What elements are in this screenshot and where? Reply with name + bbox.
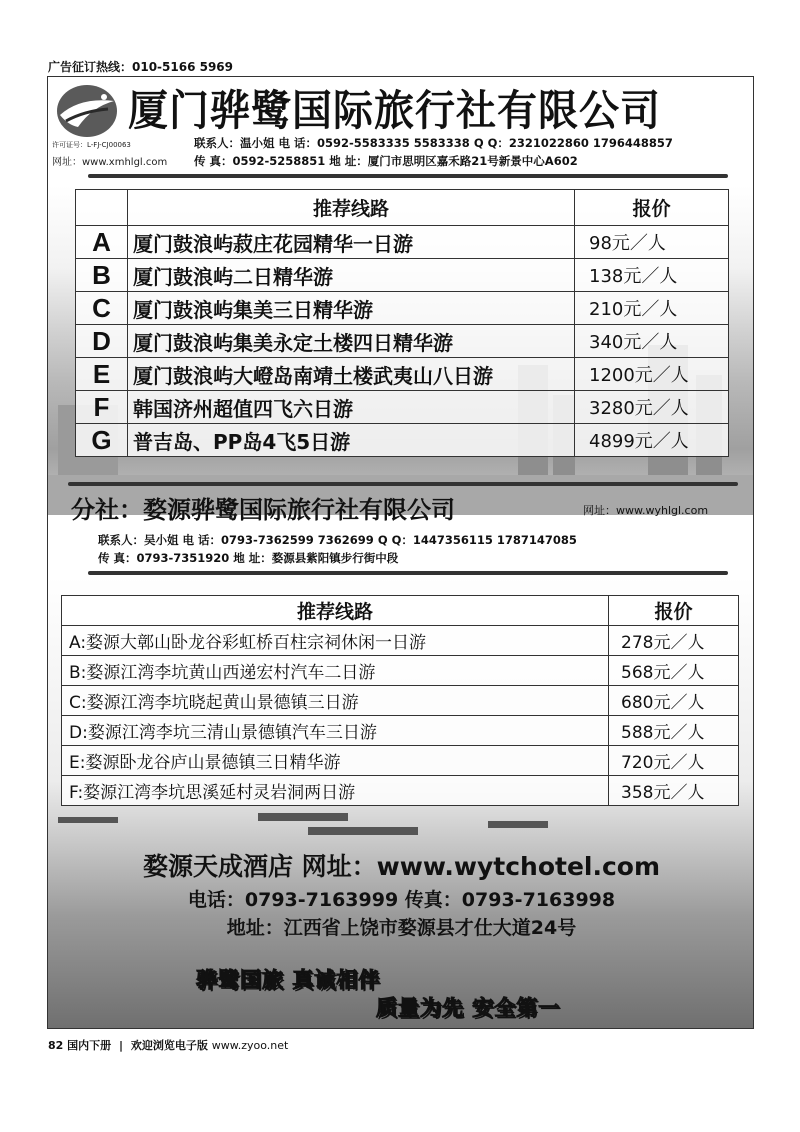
price-header: 报价 <box>575 190 729 226</box>
table-row <box>62 776 739 806</box>
route-letter: F <box>76 391 128 424</box>
route-name: D:婺源江湾李坑三清山景德镇汽车三日游 <box>62 716 609 746</box>
route-price: 720元／人 <box>609 746 739 776</box>
route-price: 98元／人 <box>575 226 729 259</box>
price-header: 报价 <box>609 596 739 626</box>
table-header-row <box>76 190 729 226</box>
table-row <box>62 746 739 776</box>
table-row <box>76 325 729 358</box>
divider <box>88 571 728 575</box>
section-name: 国内下册 <box>67 1039 112 1052</box>
route-name: 韩国济州超值四飞六日游 <box>128 391 575 424</box>
company-website[interactable]: 网址：www.xmhlgl.com <box>52 157 168 168</box>
route-price: 568元／人 <box>609 656 739 686</box>
company-name: 厦门骅鹭国际旅行社有限公司 <box>128 87 661 136</box>
branch-address-line: 传 真：0793-7351920 地 址：婺源县紫阳镇步行街中段 <box>98 551 399 565</box>
table-row <box>76 424 729 457</box>
table-row <box>62 656 739 686</box>
route-letter: B <box>76 259 128 292</box>
hotel-address: 地址：江西省上饶市婺源县才仕大道24号 <box>226 917 577 939</box>
table-row <box>76 226 729 259</box>
route-name: 厦门鼓浪屿菽庄花园精华一日游 <box>128 226 575 259</box>
company-address-line: 传 真：0592-5258851 地 址：厦门市思明区嘉禾路21号新景中心A602 <box>194 154 578 168</box>
hotel-name-website: 婺源天成酒店 网址：www.wytchotel.com <box>142 852 661 881</box>
route-name: 厦门鼓浪屿二日精华游 <box>128 259 575 292</box>
table-row <box>76 358 729 391</box>
xiamen-routes-table <box>75 189 729 457</box>
advertisement <box>47 76 754 1029</box>
route-price: 680元／人 <box>609 686 739 716</box>
branch-contact-line: 联系人：吴小姐 电 话：0793-7362599 7362699 Q Q：1447356115 1787147085 <box>98 533 577 547</box>
route-price: 588元／人 <box>609 716 739 746</box>
route-name: F:婺源江湾李坑思溪延村灵岩洞两日游 <box>62 776 609 806</box>
route-name: 厦门鼓浪屿集美三日精华游 <box>128 292 575 325</box>
route-letter: G <box>76 424 128 457</box>
table-row <box>62 626 739 656</box>
divider <box>68 482 738 486</box>
route-name: E:婺源卧龙谷庐山景德镇三日精华游 <box>62 746 609 776</box>
route-name: A:婺源大鄣山卧龙谷彩虹桥百柱宗祠休闲一日游 <box>62 626 609 656</box>
route-name: 厦门鼓浪屿集美永定土楼四日精华游 <box>128 325 575 358</box>
slogan-line-2: 质量为先 安全第一 <box>376 996 561 1020</box>
company-contact-line: 联系人：温小姐 电 话：0592-5583335 5583338 Q Q：2321022860 1796448857 <box>194 136 673 150</box>
route-name: 厦门鼓浪屿大嶝岛南靖土楼武夷山八日游 <box>128 358 575 391</box>
table-row <box>76 259 729 292</box>
table-row <box>62 716 739 746</box>
table-row <box>76 391 729 424</box>
route-price: 210元／人 <box>575 292 729 325</box>
egret-logo-icon <box>54 81 120 139</box>
route-price: 1200元／人 <box>575 358 729 391</box>
route-price: 4899元／人 <box>575 424 729 457</box>
wuyuan-routes-table <box>61 595 739 806</box>
route-price: 358元／人 <box>609 776 739 806</box>
route-letter: C <box>76 292 128 325</box>
route-letter: D <box>76 325 128 358</box>
footer-url[interactable]: www.zyoo.net <box>211 1039 289 1052</box>
route-header: 推荐线路 <box>62 596 609 626</box>
license-number: 许可证号：L-FJ-CJ00063 <box>52 141 131 149</box>
slogan-line-1: 骅鹭国旅 真诚相伴 <box>196 968 381 992</box>
hotel-phone-fax: 电话：0793-7163999 传真：0793-7163998 <box>187 889 616 911</box>
divider <box>88 174 728 178</box>
letter-header <box>76 190 128 226</box>
route-price: 3280元／人 <box>575 391 729 424</box>
route-price: 138元／人 <box>575 259 729 292</box>
route-name: 普吉岛、PP岛4飞5日游 <box>128 424 575 457</box>
ad-hotline: 广告征订热线：010-5166 5969 <box>48 60 234 74</box>
route-header: 推荐线路 <box>128 190 575 226</box>
footer-text: 欢迎浏览电子版 <box>130 1039 208 1052</box>
route-name: B:婺源江湾李坑黄山西递宏村汽车二日游 <box>62 656 609 686</box>
route-name: C:婺源江湾李坑晓起黄山景德镇三日游 <box>62 686 609 716</box>
route-price: 340元／人 <box>575 325 729 358</box>
page-number: 82 <box>48 1039 64 1052</box>
branch-website[interactable]: 网址：www.wyhlgl.com <box>583 504 709 517</box>
route-letter: A <box>76 226 128 259</box>
table-row <box>62 686 739 716</box>
table-row <box>76 292 729 325</box>
route-price: 278元／人 <box>609 626 739 656</box>
page-footer: 82 国内下册 | 欢迎浏览电子版 www.zyoo.net <box>48 1039 289 1052</box>
branch-title: 分社：婺源骅鹭国际旅行社有限公司 <box>71 496 455 524</box>
table-header-row <box>62 596 739 626</box>
route-letter: E <box>76 358 128 391</box>
